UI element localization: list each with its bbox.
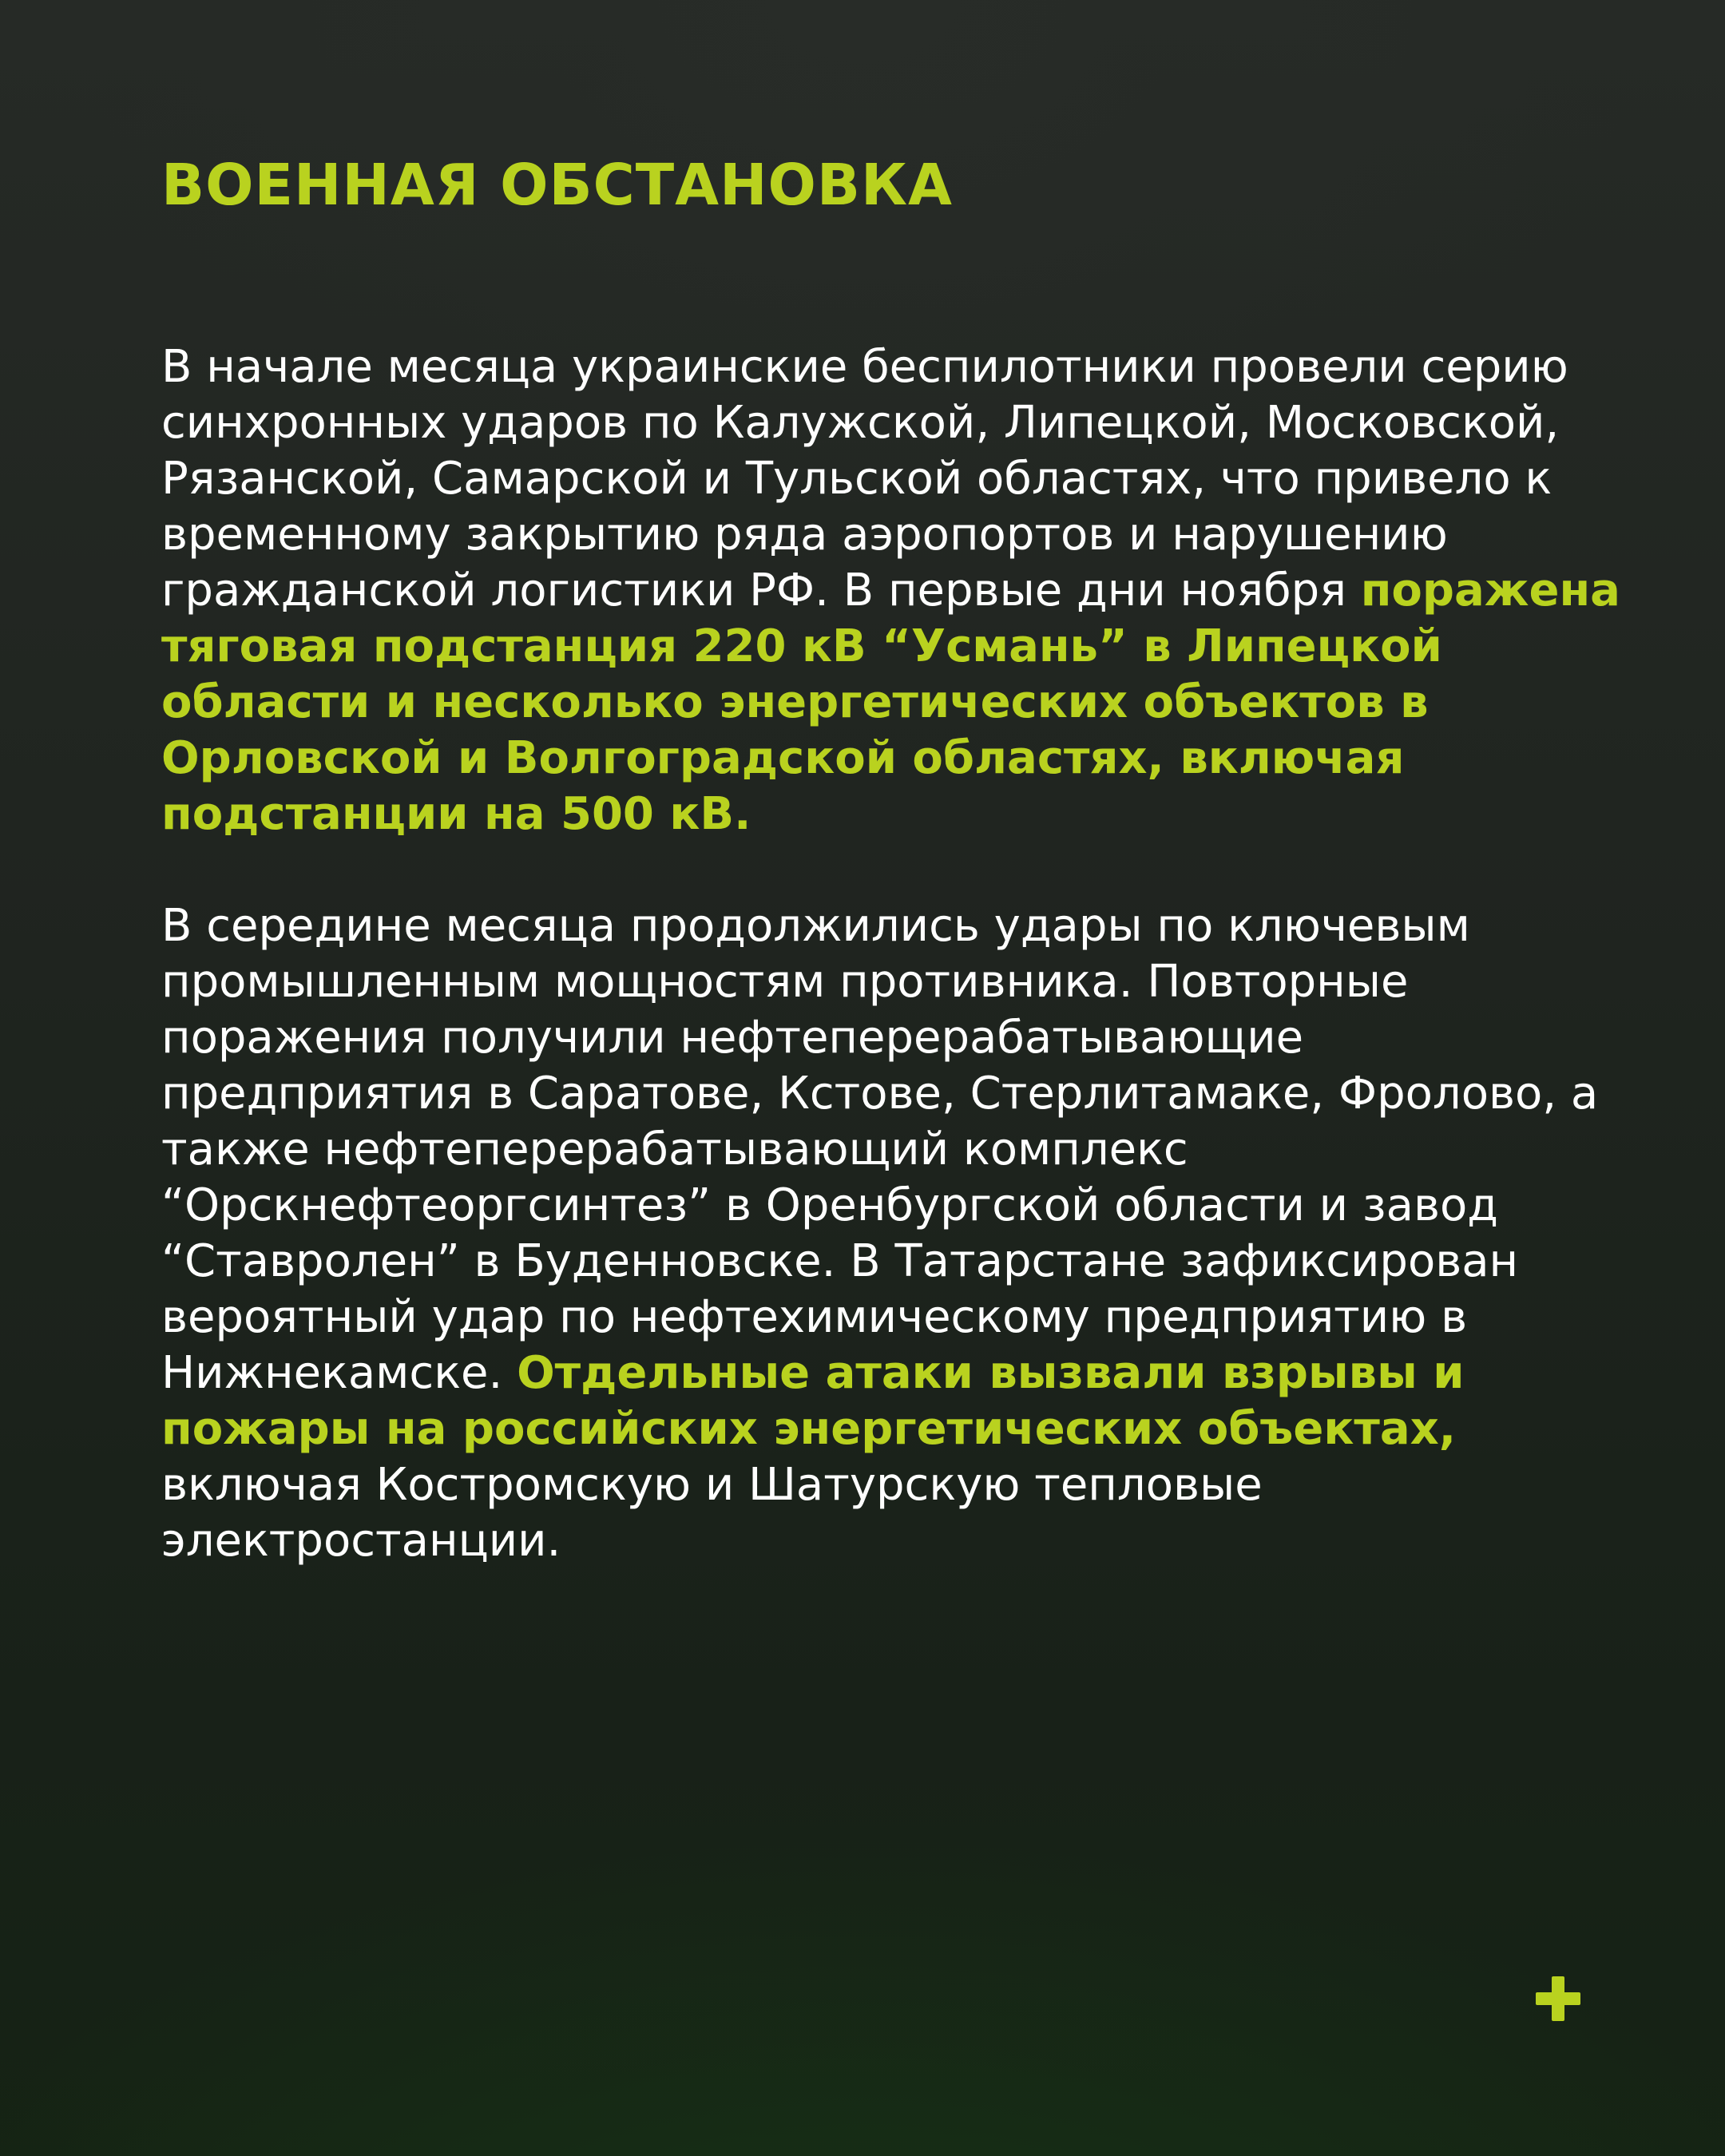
paragraph-text: В середине месяца продолжились удары по ключевым промышленным мощностям противника. Повторные поражения получили нефтеперерабатывающие предприятия в Саратове, Кстове, Стерлитамаке, Фролово, а также нефтеперерабатывающий комплекс “Орскнефтеоргсинтез” в Оренбургской области и завод “Ставролен” в Буденновске. В Татарстане зафиксирован вероятный удар по нефтехимическому предприятию в Нижнекамске.: [161, 900, 1599, 1399]
article-body: [161, 339, 1623, 1569]
highlighted-text: поражена тяговая подстанция 220 кВ “Усмань” в Липецкой области и несколько энергетических объектов в Орловской и Волгоградской областях, включая подстанции на 500 кВ.: [161, 565, 1620, 840]
paragraph-text: включая Костромскую и Шатурскую тепловые электростанции.: [161, 1459, 1263, 1567]
page-title: ВОЕННАЯ ОБСТАНОВКА: [161, 152, 953, 218]
plus-icon: [1536, 1976, 1580, 2021]
paragraph-text: В начале месяца украинские беспилотники провели серию синхронных ударов по Калужской, Липецкой, Московской, Рязанской, Самарской и Тульской областях, что привело к временному закрытию ряда аэропортов и нарушению гражданской логистики РФ. В первые дни ноября: [161, 341, 1568, 616]
highlighted-text: Отдельные атаки вызвали взрывы и пожары на российских энергетических объектах,: [161, 1347, 1465, 1455]
paragraph-early-month: [161, 339, 1623, 842]
plus-icon-vertical-bar: [1552, 1976, 1564, 2021]
paragraph-mid-month: [161, 898, 1623, 1569]
